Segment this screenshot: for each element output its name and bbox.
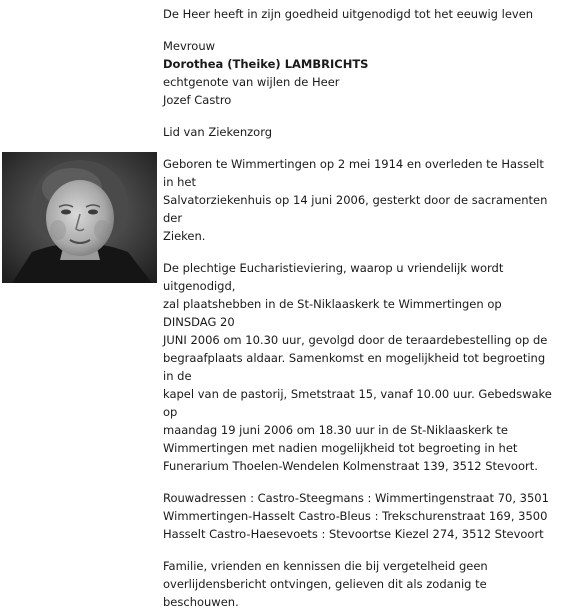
text-line: Zieken. (163, 229, 206, 243)
text-line: Wimmertingen met nadien mogelijkheid tot begroeting in het (163, 441, 518, 455)
obituary-text (163, 5, 555, 611)
text-line: Funerarium Thoelen-Wendelen Kolmenstraat 139, 3512 Stevoort. (163, 459, 538, 473)
portrait-photo (2, 152, 157, 283)
paragraph-service (163, 259, 555, 475)
header-line: De Heer heeft in zijn goedheid uitgenodigd tot het eeuwig leven (163, 7, 534, 21)
text-line: zal plaatshebben in de St-Niklaaskerk te Wimmertingen op DINSDAG 20 (163, 297, 502, 329)
text-line: Geboren te Wimmertingen op 2 mei 1914 en overleden te Hasselt in het (163, 157, 544, 189)
spouse-name: Jozef Castro (163, 93, 232, 107)
portrait-illustration (2, 152, 157, 283)
membership: Lid van Ziekenzorg (163, 125, 273, 139)
text-line: Familie, vrienden en kennissen die bij vergetelheid geen (163, 559, 488, 573)
text-line: begraafplaats aldaar. Samenkomst en mogelijkheid tot begroeting in de (163, 351, 546, 383)
text-line: overlijdensbericht ontvingen, gelieven dit als zodanig te beschouwen. (163, 577, 487, 609)
text-line: maandag 19 juni 2006 om 18.30 uur in de St-Niklaaskerk te (163, 423, 508, 437)
paragraph-addresses (163, 489, 555, 543)
paragraph-born (163, 155, 555, 245)
text-line: Wimmertingen-Hasselt Castro-Bleus : Trekschurenstraat 169, 3500 (163, 509, 548, 523)
text-line: kapel van de pastorij, Smetstraat 15, vanaf 10.00 uur. Gebedswake op (163, 387, 552, 419)
text-line: De plechtige Eucharistieviering, waarop u vriendelijk wordt uitgenodigd, (163, 261, 504, 293)
text-line: Hasselt Castro-Haesevoets : Stevoortse Kiezel 274, 3512 Stevoort (163, 527, 544, 541)
relation: echtgenote van wijlen de Heer (163, 75, 340, 89)
text-line: JUNI 2006 om 10.30 uur, gevolgd door de teraardebestelling op de (163, 333, 548, 347)
text-line: Salvatorziekenhuis op 14 juni 2006, gesterkt door de sacramenten der (163, 193, 548, 225)
title: Mevrouw (163, 39, 216, 53)
text-line: Rouwadressen : Castro-Steegmans : Wimmertingenstraat 70, 3501 (163, 491, 549, 505)
deceased-name: Dorothea (Theike) LAMBRICHTS (163, 57, 369, 71)
paragraph-closing (163, 557, 555, 611)
